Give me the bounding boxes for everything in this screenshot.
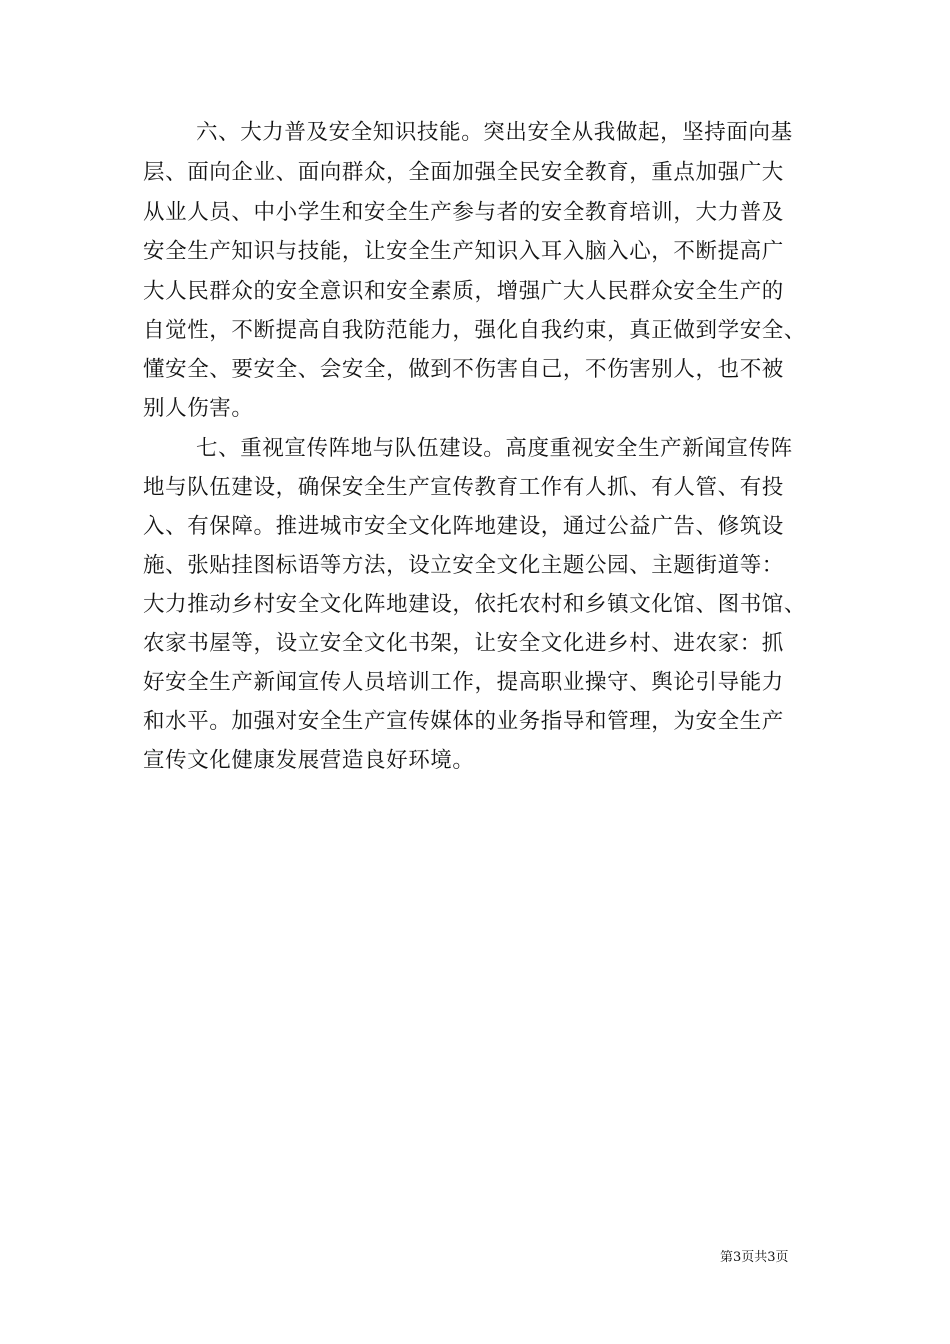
paragraph-line: 好安全生产新闻宣传人员培训工作，提高职业操守、舆论引导能力	[143, 670, 784, 695]
paragraph-line: 农家书屋等，设立安全文化书架，让安全文化进乡村、进农家：抓	[143, 631, 784, 656]
paragraph-line: 大力推动乡村安全文化阵地建设，依托农村和乡镇文化馆、图书馆、	[143, 592, 807, 617]
paragraph-line: 施、张贴挂图标语等方法，设立安全文化主题公园、主题街道等：	[143, 553, 784, 578]
paragraph-line: 层、面向企业、面向群众，全面加强全民安全教育，重点加强广大	[143, 160, 784, 185]
paragraph-line: 七、重视宣传阵地与队伍建设。高度重视安全生产新闻宣传阵	[196, 436, 793, 461]
paragraph-line: 安全生产知识与技能，让安全生产知识入耳入脑入心，不断提高广	[143, 239, 784, 264]
paragraph-line: 地与队伍建设，确保安全生产宣传教育工作有人抓、有人管、有投	[143, 475, 784, 500]
paragraph-line: 六、大力普及安全知识技能。突出安全从我做起，坚持面向基	[196, 120, 793, 145]
paragraph-line: 和水平。加强对安全生产宣传媒体的业务指导和管理，为安全生产	[143, 709, 784, 734]
paragraph-line: 宣传文化健康发展营造良好环境。	[143, 748, 475, 773]
paragraph-line: 入、有保障。推进城市安全文化阵地建设，通过公益广告、修筑设	[143, 514, 784, 539]
paragraph-line: 别人伤害。	[143, 396, 254, 421]
paragraph-line: 大人民群众的安全意识和安全素质，增强广大人民群众安全生产的	[143, 279, 784, 304]
paragraph-line: 自觉性，不断提高自我防范能力，强化自我约束，真正做到学安全、	[143, 318, 807, 343]
paragraph-line: 从业人员、中小学生和安全生产参与者的安全教育培训，大力普及	[143, 200, 784, 225]
paragraph-line: 懂安全、要安全、会安全，做到不伤害自己，不伤害别人，也不被	[143, 357, 784, 382]
page-number: 第3页共3页	[720, 1250, 789, 1265]
